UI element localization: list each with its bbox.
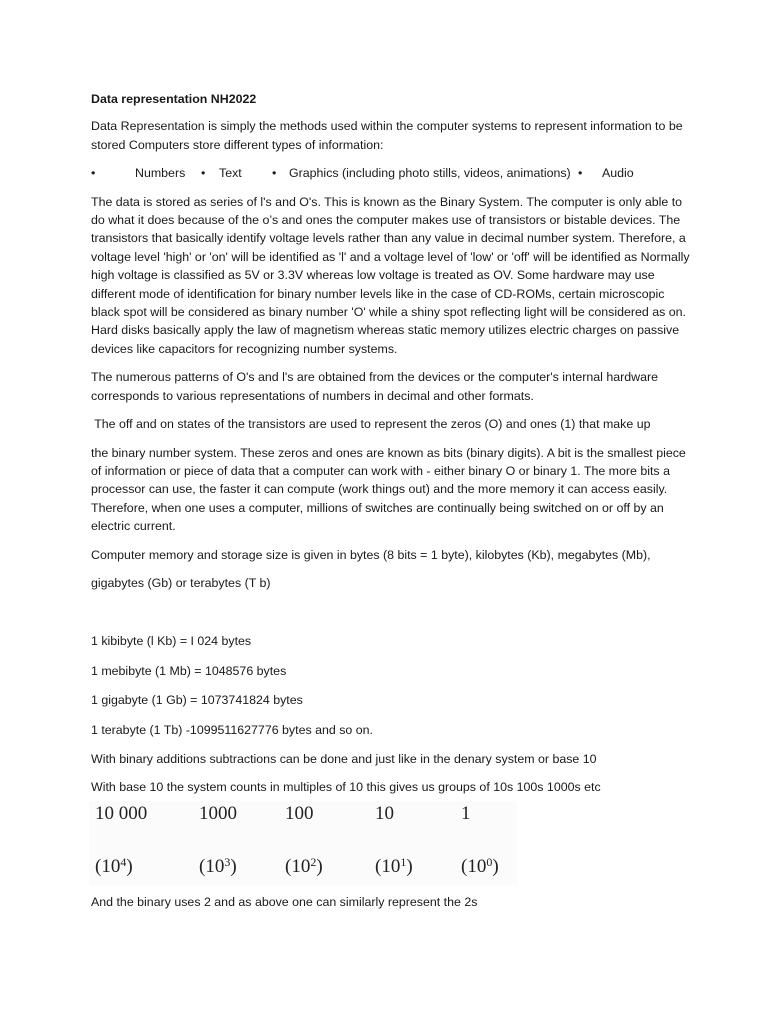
power-value-1: 1 (461, 802, 471, 824)
bullet-1: • (91, 166, 96, 181)
binary-base2-paragraph: And the binary uses 2 and as above one can similarly represent the 2s (91, 894, 478, 909)
power-value-10: 10 (375, 802, 394, 824)
info-types-list (91, 164, 691, 182)
blank-line (91, 602, 691, 632)
power-exponent-3: $(10^3)$ (199, 854, 237, 877)
memory-size-paragraph-cont: gigabytes (Gb) or terabytes (T b) (91, 575, 271, 590)
power-exponent-0: $(10^0)$ (461, 854, 499, 877)
memory-size-paragraph: Computer memory and storage size is given in bytes (8 bits = 1 byte), kilobytes (Kb), megabytes (Mb), (91, 547, 651, 562)
intro-paragraph: Data Representation is simply the methods used within the computer systems to represent information to be stored Computers store different types of information: (91, 119, 683, 152)
document-page (91, 90, 691, 921)
bullet-2: • (201, 166, 206, 181)
list-item-audio: Audio (602, 166, 634, 181)
power-exponent-4: $(10^4)$ (95, 854, 133, 877)
unit-terabyte: 1 terabyte (1 Tb) -1099511627776 bytes and so on. (91, 722, 373, 737)
list-item-graphics: Graphics (including photo stills, videos, animations) (289, 166, 571, 181)
unit-gigabyte: 1 gigabyte (1 Gb) = 1073741824 bytes (91, 693, 303, 708)
list-item-numbers: Numbers (135, 166, 186, 181)
power-exponent-1: $(10^1)$ (375, 854, 413, 877)
unit-kibibyte: 1 kibibyte (l Kb) = I 024 bytes (91, 634, 252, 649)
transistor-states-paragraph: The off and on states of the transistors are used to represent the zeros (O) and ones (1) that make up (91, 417, 651, 432)
power-value-10000: 10 000 (95, 802, 148, 824)
list-item-text: Text (219, 166, 242, 181)
power-value-1000: 1000 (199, 802, 237, 824)
binary-system-paragraph: The data is stored as series of l's and O's. This is known as the Binary System. The computer is only able to do what it does because of the o’s and ones the computer makes use of transistors or bistable devices. The transistors that basically identify voltage levels rather than any value in decimal number system. Therefore, a voltage level 'high' or 'on' will be identified as 'l' and a voltage level of 'low' or 'off' will be identified as Normally high voltage is classified as 5V or 3.3V whereas low voltage is treated as OV. Some hardware may use different mode of identification for binary number levels like in the case of CD-ROMs, certain microscopic black spot will be considered as binary number 'O' while a shiny spot reflecting light will be considered as on. Hard disks basically apply the law of magnetism whereas static memory utilizes electric charges on passive devices like capacitors for recognizing number systems. (91, 194, 690, 356)
bullet-4: • (578, 166, 583, 181)
bullet-3: • (272, 166, 277, 181)
document-title: Data representation NH2022 (91, 92, 257, 106)
patterns-paragraph: The numerous patterns of O's and l's are obtained from the devices or the computer's internal hardware corresponds to various representations of numbers in decimal and other formats. (91, 370, 659, 403)
power-value-100: 100 (285, 802, 314, 824)
base10-paragraph: With base 10 the system counts in multiples of 10 this gives us groups of 10s 100s 1000s etc (91, 780, 601, 795)
binary-addition-paragraph: With binary additions subtractions can be done and just like in the denary system or base 10 (91, 751, 597, 766)
bits-paragraph: the binary number system. These zeros and ones are known as bits (binary digits). A bit is the smallest piece of information or piece of data that a computer can work with - either binary O or binary 1. The more bits a processor can use, the faster it can compute (work things out) and the more memory it can access easily. Therefore, when one uses a computer, millions of switches are continually being switched on or off by an electric current. (91, 445, 686, 534)
power-exponent-2: $(10^2)$ (285, 854, 323, 877)
unit-mebibyte: 1 mebibyte (1 Mb) = 1048576 bytes (91, 663, 287, 678)
powers-of-ten-image (89, 801, 517, 885)
